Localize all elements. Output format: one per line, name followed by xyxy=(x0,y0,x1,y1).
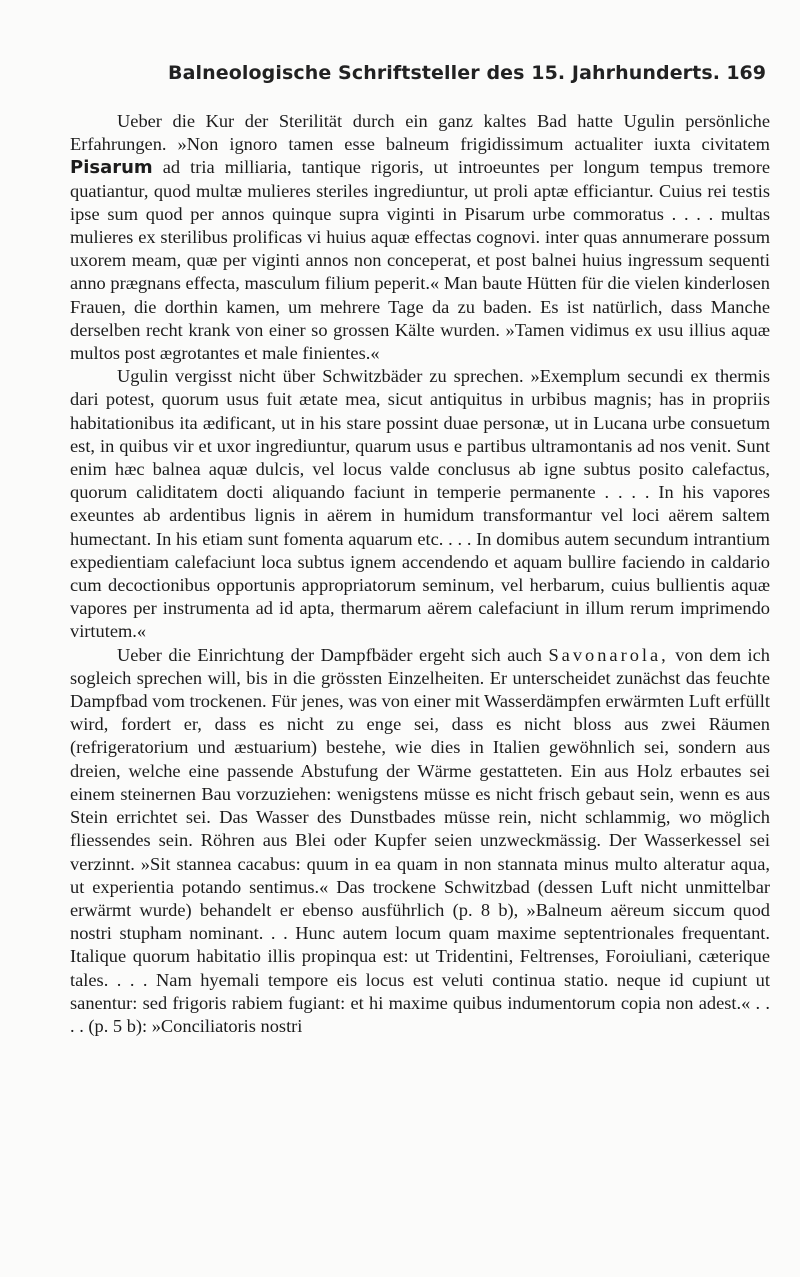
paragraph-2: Ugulin vergisst nicht über Schwitzbäder zu sprechen. »Exemplum secundi ex thermis dari potest, quorum usus fuit ætate mea, sicut antiquitus in urbibus magnis; has in propriis habitationibus ita ædificant, ut in his stare possint duae personæ, ut in Lucana urbe consuetum est, in quibus vir et uxor ingrediuntur, quarum usus e partibus ultramontanis ad nos venit. Sunt enim hæc balnea aquæ dulcis, vel locus valde conclusus ab igne subtus posito calefactus, quorum caliditatem docti aliquando faciunt in temperie permanente . . . . In his vapores exeuntes ab ardentibus lignis in aërem in humidum transformantur vel loci aërem saltem humectant. In his etiam sunt fomenta aquarum etc. . . . In domibus autem secundum intrantium expedientiam calefaciunt loca subtus ignem accendendo et aquam bullire faciendo in caldario cum decoctionibus opportunis appropriatorum seminum, vel herbarum, cuius bullientis aquæ vapores per instrumenta ad id apta, thermarum aërem calefaciunt in illum rerum imprimendo virtutem.« xyxy=(70,366,770,642)
paragraph-3 xyxy=(70,644,770,1038)
page-header xyxy=(168,62,766,92)
paragraph-1 xyxy=(70,110,770,365)
emphasized-word-pisarum: Pisarum xyxy=(70,157,153,179)
page-number: 169 xyxy=(726,62,766,84)
paragraph-3-text-c: von dem ich sogleich sprechen will, bis in die grössten Einzelheiten. Er unterscheidet zunächst das feuchte Dampfbad vom trockenen. Für jenes, was von einer mit Wasserdämpfen erwärmten Luft erfüllt wird, fordert er, dass es nicht zu enge sei, dass es nicht bloss aus zwei Räumen (refrigeratorium und æstuarium) bestehe, wie dies in Italien gewöhnlich sei, sondern aus dreien, welche eine passende Abstufung der Wärme gestatteten. Ein aus Holz erbautes sei einem steinernen Bau vorzuziehen: wenigstens müsse es nicht frisch gebaut sein, wenn es aus Stein errichtet sei. Das Wasser des Dunstbades müsse rein, nicht schlammig, wo möglich fliessendes sein. Röhren aus Blei oder Kupfer seien unzweckmässig. Der Wasserkessel sei verzinnt. »Sit stannea cacabus: quum in ea quam in non stannata minus multo alteratur aqua, ut experientia potando sentimus.« Das trockene Schwitzbad (dessen Luft nicht unmittelbar erwärmt wurde) behandelt er ebenso ausführlich (p. 8 b), »Balneum aëreum siccum quod nostri stupham nominant. . . Hunc autem locum quam maxime septentrionales frequentant. Italique quorum habitatio illis propinqua est: ut Tridentini, Feltrenses, Foroiuliani, cæterique tales. . . . Nam hyemali tempore eis locus est veluti continua statio. neque id cupiunt ut sanentur: sed frigoris rabiem fugiant: et hi maxime quibus indumentorum copia non adest.« . . . . (p. 5 b): »Conciliatoris nostri xyxy=(70,644,770,1036)
spaced-name-savonarola: Savonarola, xyxy=(548,644,669,665)
paragraph-1-text-c: ad tria milliaria, tantique rigoris, ut introeuntes per longum tempus tremore quatiantur, quod multæ mulieres steriles ingrediuntur, ut proli aptæ efficiantur. Cuius rei testis ipse sum quod per annos quinque supra viginti in Pisarum urbe commoratus . . . . multas mulieres ex sterilibus prolificas vi huius aquæ effectas cognovi. inter quas annumerare possum uxorem meam, quæ per viginti annos non conceperat, et post balnei huius ingressum sequenti anno prægnans effecta, masculum filium peperit.« Man baute Hütten für die vielen kinderlosen Frauen, die dorthin kamen, um mehrere Tage da zu baden. Es ist natürlich, dass Manche derselben recht krank von einer so grossen Kälte wurden. »Tamen vidimus ex usu illius aquæ multos post ægrotantes et male finientes.« xyxy=(70,157,770,364)
body-text xyxy=(70,110,770,1038)
paragraph-1-text-a: Ueber die Kur der Sterilität durch ein ganz kaltes Bad hatte Ugulin persönliche Erfahrungen. »Non ignoro tamen esse balneum frigidissimum actualiter iuxta civitatem xyxy=(70,111,770,155)
running-title: Balneologische Schriftsteller des 15. Jahrhunderts. xyxy=(168,62,721,84)
paragraph-3-text-a: Ueber die Einrichtung der Dampfbäder ergeht sich auch xyxy=(117,644,542,665)
